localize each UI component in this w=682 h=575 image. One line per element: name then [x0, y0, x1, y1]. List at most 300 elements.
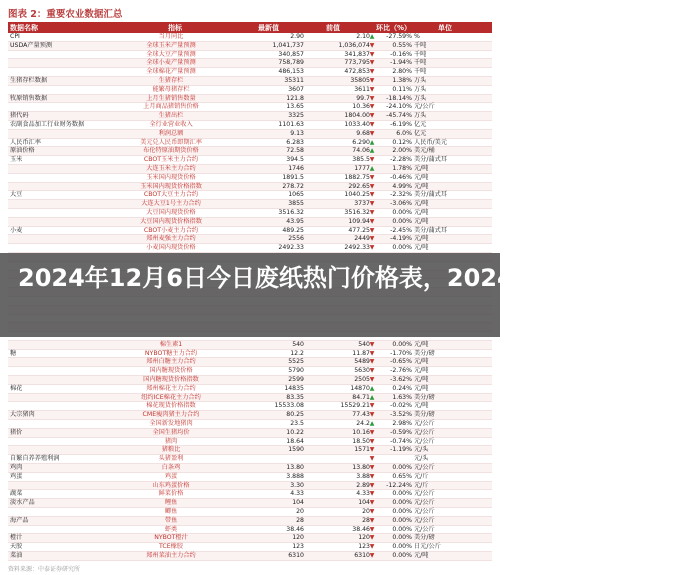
- unit-cell: 元/吨: [414, 402, 429, 410]
- category-cell: 鸡肉: [10, 464, 23, 472]
- latest-value-cell: 1891.5: [282, 173, 304, 181]
- table-row: [8, 209, 492, 218]
- latest-value-cell: 3607: [288, 85, 304, 93]
- latest-value-cell: 15533.08: [274, 402, 304, 410]
- arrow-down-icon: ▼: [369, 411, 375, 419]
- arrow-down-icon: ▼: [369, 244, 375, 252]
- col-change: 环比（%）: [376, 23, 412, 32]
- category-cell: USDA产量预测: [10, 41, 53, 49]
- change-cell: -4.19%: [390, 235, 412, 243]
- table-row: [8, 86, 492, 95]
- unit-cell: 万头: [414, 85, 427, 93]
- indicator-cell: 国内糖现货价格: [149, 367, 193, 375]
- arrow-down-icon: ▼: [369, 235, 375, 243]
- category-cell: 蔬菜: [10, 490, 23, 498]
- table-row: [8, 402, 492, 411]
- indicator-cell: 全球棉花产量预测: [146, 68, 196, 76]
- previous-value-cell: 9.68: [356, 129, 370, 137]
- previous-value-cell: 1,036,074: [338, 41, 370, 49]
- table-row: [8, 543, 492, 552]
- col-indicator: 指标: [168, 23, 182, 32]
- arrow-down-icon: ▼: [369, 402, 375, 410]
- previous-value-cell: 104: [358, 499, 370, 507]
- unit-cell: 元/公斤: [414, 525, 435, 533]
- latest-value-cell: 394.5: [286, 156, 304, 164]
- table-row: [8, 244, 492, 253]
- previous-value-cell: 2.10: [356, 33, 370, 40]
- table-row: [8, 130, 492, 139]
- arrow-down-icon: ▼: [369, 499, 375, 507]
- change-cell: 0.00%: [392, 208, 412, 216]
- table-row: [8, 464, 492, 473]
- previous-value-cell: 120: [358, 534, 370, 542]
- table-row: [8, 112, 492, 121]
- category-cell: 大宗猪肉: [10, 411, 35, 419]
- table-row: [8, 341, 492, 350]
- change-cell: 0.55%: [392, 41, 412, 49]
- change-cell: -3.52%: [390, 411, 412, 419]
- category-cell: 棉花: [10, 384, 23, 392]
- previous-value-cell: 3516.32: [344, 208, 370, 216]
- table-row: [8, 385, 492, 394]
- banner-title: 2024年12月6日今日废纸热门价格表，2024年废纸热门价格: [18, 264, 682, 292]
- latest-value-cell: 104: [292, 499, 304, 507]
- table-row: [8, 121, 492, 130]
- latest-value-cell: 3.30: [290, 481, 304, 489]
- change-cell: 0.00%: [392, 464, 412, 472]
- change-cell: -27.59%: [386, 33, 412, 40]
- arrow-down-icon: ▼: [369, 428, 375, 436]
- previous-value-cell: 341,837: [344, 50, 370, 58]
- table-row: [8, 165, 492, 174]
- table-row: [8, 455, 492, 464]
- indicator-cell: 生猪出栏: [158, 112, 184, 120]
- table-row: [8, 42, 492, 51]
- previous-value-cell: 84.71: [352, 393, 370, 401]
- latest-value-cell: 72.58: [286, 147, 304, 155]
- indicator-cell: 大连玉米主力合约: [146, 164, 196, 172]
- latest-value-cell: 120: [292, 534, 304, 542]
- unit-cell: 元/吨: [414, 173, 429, 181]
- unit-cell: 元/公斤: [414, 103, 435, 111]
- arrow-up-icon: ▲: [369, 393, 375, 401]
- previous-value-cell: 6310: [354, 552, 370, 560]
- page-title: 图表 2：重要农业数据汇总: [8, 9, 123, 20]
- latest-value-cell: 1065: [288, 191, 304, 199]
- unit-cell: 万头: [414, 94, 427, 102]
- category-cell: 玉米: [10, 156, 23, 164]
- change-cell: 0.00%: [392, 543, 412, 551]
- indicator-cell: 大豆国内现货价格: [146, 208, 196, 216]
- category-cell: 自繁自养养殖利润: [10, 455, 60, 463]
- previous-value-cell: 2505: [354, 376, 370, 384]
- latest-value-cell: 278.72: [282, 182, 304, 190]
- previous-value-cell: 3737: [354, 200, 370, 208]
- change-cell: -1.70%: [390, 349, 412, 357]
- change-cell: 0.00%: [392, 508, 412, 516]
- change-cell: -0.02%: [390, 402, 412, 410]
- previous-value-cell: 3.88: [356, 472, 370, 480]
- latest-value-cell: 1,041,737: [272, 41, 304, 49]
- change-cell: 2.98%: [392, 420, 412, 428]
- change-cell: 0.00%: [392, 499, 412, 507]
- arrow-down-icon: ▼: [369, 103, 375, 111]
- latest-value-cell: 38.46: [286, 525, 304, 533]
- change-cell: 0.00%: [392, 217, 412, 225]
- change-cell: -1.94%: [390, 59, 412, 67]
- latest-value-cell: 4.33: [290, 490, 304, 498]
- indicator-cell: 全球玉米产量预测: [146, 41, 196, 49]
- latest-value-cell: 20: [296, 508, 304, 516]
- change-cell: -0.74%: [390, 437, 412, 445]
- previous-value-cell: 14870: [350, 384, 370, 392]
- latest-value-cell: 6310: [288, 552, 304, 560]
- previous-value-cell: 773,795: [344, 59, 370, 67]
- change-cell: -18.14%: [386, 94, 412, 102]
- unit-cell: 元/斤: [414, 472, 429, 480]
- latest-value-cell: 80.25: [286, 411, 304, 419]
- unit-cell: 美元/桶: [414, 147, 435, 155]
- previous-value-cell: 1882.75: [344, 173, 370, 181]
- latest-value-cell: 23.5: [290, 420, 304, 428]
- previous-value-cell: 472,853: [344, 68, 370, 76]
- table-header: [8, 22, 492, 33]
- category-cell: 菜油: [10, 552, 23, 560]
- table-row: [8, 490, 492, 499]
- previous-value-cell: 3611: [354, 85, 370, 93]
- change-cell: -12.24%: [386, 481, 412, 489]
- change-cell: 0.00%: [392, 340, 412, 348]
- unit-cell: 元/吨: [414, 384, 429, 392]
- latest-value-cell: 2.90: [290, 33, 304, 40]
- indicator-cell: 棉生素1: [159, 340, 183, 348]
- latest-value-cell: 13.65: [286, 103, 304, 111]
- previous-value-cell: 477.25: [348, 226, 370, 234]
- arrow-down-icon: ▼: [369, 490, 375, 498]
- latest-value-cell: 14835: [284, 384, 304, 392]
- latest-value-cell: 12.2: [290, 349, 304, 357]
- table-row: [8, 358, 492, 367]
- unit-cell: 元/斤: [414, 481, 429, 489]
- indicator-cell: 棉花现货价格指数: [146, 402, 196, 410]
- change-cell: 6.0%: [396, 129, 412, 137]
- previous-value-cell: 11.87: [352, 349, 370, 357]
- previous-value-cell: 99.7: [356, 94, 370, 102]
- previous-value-cell: 20: [362, 508, 370, 516]
- indicator-cell: 能繁母猪存栏: [152, 85, 190, 93]
- unit-cell: 美分/磅: [414, 393, 435, 401]
- change-cell: -0.16%: [390, 50, 412, 58]
- arrow-down-icon: ▼: [369, 182, 375, 190]
- indicator-cell: 利润总额: [158, 129, 184, 137]
- indicator-cell: 郑州棉花主力合约: [146, 384, 196, 392]
- arrow-down-icon: ▼: [369, 340, 375, 348]
- previous-value-cell: 35805: [350, 76, 370, 84]
- table-row: [8, 517, 492, 526]
- latest-value-cell: 43.95: [286, 217, 304, 225]
- indicator-cell: 上月商品猪销售价格: [143, 103, 199, 111]
- unit-cell: 元/公斤: [414, 490, 435, 498]
- unit-cell: 日元/公斤: [414, 543, 441, 551]
- arrow-down-icon: ▼: [369, 41, 375, 49]
- arrow-down-icon: ▼: [369, 367, 375, 375]
- table-row: [8, 508, 492, 517]
- change-cell: -2.76%: [390, 367, 412, 375]
- arrow-down-icon: ▼: [369, 217, 375, 225]
- indicator-cell: 小麦国内现货价格: [146, 244, 196, 252]
- arrow-down-icon: ▼: [369, 120, 375, 128]
- arrow-down-icon: ▼: [369, 543, 375, 551]
- previous-value-cell: 1033.40: [344, 120, 370, 128]
- change-cell: 0.12%: [392, 138, 412, 146]
- table-row: [8, 367, 492, 376]
- arrow-down-icon: ▼: [369, 376, 375, 384]
- category-cell: 人民币汇率: [10, 138, 41, 146]
- table-row: [8, 227, 492, 236]
- unit-cell: 元/公斤: [414, 437, 435, 445]
- table-row: [8, 174, 492, 183]
- latest-value-cell: 5525: [288, 358, 304, 366]
- table-row: [8, 376, 492, 385]
- latest-value-cell: 28: [296, 516, 304, 524]
- indicator-cell: 山东鸡蛋价格: [152, 481, 190, 489]
- previous-value-cell: 292.65: [348, 182, 370, 190]
- table-row: [8, 429, 492, 438]
- arrow-down-icon: ▼: [369, 76, 375, 84]
- overlay-banner: [0, 253, 682, 337]
- unit-cell: 美分/磅: [414, 349, 435, 357]
- indicator-cell: 鲫鱼: [164, 508, 178, 516]
- unit-cell: %: [414, 33, 420, 40]
- category-cell: 小麦: [10, 226, 23, 234]
- unit-cell: 美分/蒲式耳: [414, 226, 448, 234]
- arrow-up-icon: ▲: [369, 138, 375, 146]
- col-latest: 最新值: [258, 23, 279, 32]
- category-cell: 猪价: [10, 428, 23, 436]
- arrow-down-icon: ▼: [369, 200, 375, 208]
- change-cell: 2.80%: [392, 68, 412, 76]
- previous-value-cell: 74.06: [352, 147, 370, 155]
- change-cell: 0.00%: [392, 490, 412, 498]
- latest-value-cell: 6.283: [286, 138, 304, 146]
- unit-cell: 亿元: [414, 120, 427, 128]
- latest-value-cell: 35311: [284, 76, 304, 84]
- change-cell: 1.38%: [392, 76, 412, 84]
- arrow-up-icon: ▲: [369, 420, 375, 428]
- indicator-cell: 全行业营业收入: [149, 120, 193, 128]
- table-row: [8, 473, 492, 482]
- change-cell: -0.65%: [390, 358, 412, 366]
- indicator-cell: 猪粮比: [161, 446, 181, 454]
- change-cell: -3.62%: [390, 376, 412, 384]
- arrow-down-icon: ▼: [369, 525, 375, 533]
- arrow-down-icon: ▼: [369, 437, 375, 445]
- latest-value-cell: 123: [292, 543, 304, 551]
- arrow-down-icon: ▼: [369, 552, 375, 560]
- category-cell: 猪代码: [10, 112, 29, 120]
- change-cell: 0.00%: [392, 552, 412, 560]
- unit-cell: 万头: [414, 112, 427, 120]
- latest-value-cell: 18.64: [286, 437, 304, 445]
- change-cell: -3.06%: [390, 200, 412, 208]
- table-row: [8, 552, 492, 561]
- latest-value-cell: 2599: [288, 376, 304, 384]
- unit-cell: 千吨: [414, 59, 427, 67]
- latest-value-cell: 2492.33: [278, 244, 304, 252]
- change-cell: -2.32%: [390, 191, 412, 199]
- arrow-down-icon: ▼: [369, 358, 375, 366]
- category-cell: 大豆: [10, 191, 23, 199]
- arrow-down-icon: ▼: [369, 191, 375, 199]
- latest-value-cell: 489.25: [282, 226, 304, 234]
- indicator-cell: 郑州麦强主力合约: [146, 235, 196, 243]
- latest-value-cell: 758,789: [278, 59, 304, 67]
- indicator-cell: 纽约ICE棉花主力合约: [141, 393, 201, 401]
- table-row: [8, 59, 492, 68]
- change-cell: 0.00%: [392, 534, 412, 542]
- unit-cell: 元/吨: [414, 552, 429, 560]
- arrow-down-icon: ▼: [369, 94, 375, 102]
- category-cell: 牧原销售数据: [10, 94, 48, 102]
- indicator-cell: 鸡蛋: [164, 472, 178, 480]
- unit-cell: 元/公斤: [414, 516, 435, 524]
- latest-value-cell: 486,153: [278, 68, 304, 76]
- table-row: [8, 534, 492, 543]
- table-row: [8, 420, 492, 429]
- table-row: [8, 499, 492, 508]
- change-cell: 0.65%: [392, 472, 412, 480]
- category-cell: 糖: [10, 349, 17, 357]
- col-category: 数据名称: [10, 23, 38, 32]
- arrow-up-icon: ▲: [369, 384, 375, 392]
- table-row: [8, 200, 492, 209]
- change-cell: 0.00%: [392, 525, 412, 533]
- indicator-cell: 头猪盈利: [158, 455, 184, 463]
- col-unit: 单位: [438, 23, 452, 32]
- unit-cell: 元/吨: [414, 217, 429, 225]
- table-row: [8, 411, 492, 420]
- latest-value-cell: 540: [292, 340, 304, 348]
- indicator-cell: 玉米国内现货价格: [146, 173, 196, 181]
- previous-value-cell: 5489: [354, 358, 370, 366]
- unit-cell: 元/吨: [414, 358, 429, 366]
- arrow-down-icon: ▼: [369, 349, 375, 357]
- previous-value-cell: 28: [362, 516, 370, 524]
- change-cell: 0.11%: [392, 85, 412, 93]
- unit-cell: 元/吨: [414, 244, 429, 252]
- indicator-cell: 美元兑人民币即期汇率: [140, 138, 202, 146]
- arrow-up-icon: ▲: [369, 164, 375, 172]
- unit-cell: 元/吨: [414, 182, 429, 190]
- unit-cell: 元/公斤: [414, 499, 435, 507]
- indicator-cell: 全国新发地猪肉: [149, 420, 193, 428]
- previous-value-cell: 4.33: [356, 490, 370, 498]
- unit-cell: 元/吨: [414, 164, 429, 172]
- unit-cell: 元/吨: [414, 340, 429, 348]
- category-cell: 淡水产品: [10, 499, 35, 507]
- table-row: [8, 446, 492, 455]
- indicator-cell: 国内糖现货价格指数: [143, 376, 199, 384]
- change-cell: 1.63%: [392, 393, 412, 401]
- indicator-cell: 大豆国内现货价格指数: [140, 217, 202, 225]
- previous-value-cell: 2449: [354, 235, 370, 243]
- arrow-down-icon: ▼: [369, 464, 375, 472]
- latest-value-cell: 83.35: [286, 393, 304, 401]
- latest-value-cell: 340,857: [278, 50, 304, 58]
- arrow-down-icon: ▼: [369, 59, 375, 67]
- latest-value-cell: 121.8: [286, 94, 304, 102]
- indicator-cell: 全国生猪均价: [152, 428, 190, 436]
- latest-value-cell: 5790: [288, 367, 304, 375]
- previous-value-cell: 2.89: [356, 481, 370, 489]
- unit-cell: 千吨: [414, 68, 427, 76]
- table-row: [8, 156, 492, 165]
- unit-cell: 元/吨: [414, 376, 429, 384]
- arrow-down-icon: ▼: [369, 129, 375, 137]
- table-row: [8, 33, 492, 42]
- arrow-down-icon: ▼: [369, 112, 375, 120]
- indicator-cell: TCE橡胶: [158, 543, 184, 551]
- previous-value-cell: 123: [358, 543, 370, 551]
- indicator-cell: 鲤鱼: [164, 499, 178, 507]
- category-cell: 农副食品加工行业财务数据: [10, 120, 85, 128]
- indicator-cell: 鲜菜价格: [158, 490, 184, 498]
- unit-cell: 美分/磅: [414, 411, 435, 419]
- unit-cell: 美分/磅: [414, 534, 435, 542]
- arrow-down-icon: ▼: [369, 472, 375, 480]
- previous-value-cell: 77.43: [352, 411, 370, 419]
- category-cell: 海产品: [10, 516, 29, 524]
- previous-value-cell: 38.46: [352, 525, 370, 533]
- previous-value-cell: 24.2: [356, 420, 370, 428]
- arrow-down-icon: ▼: [369, 226, 375, 234]
- change-cell: -2.28%: [390, 156, 412, 164]
- table-row: [8, 218, 492, 227]
- source-note: 资料来源：中泰证券研究所: [8, 566, 81, 573]
- arrow-up-icon: ▲: [369, 33, 375, 40]
- unit-cell: 元/公斤: [414, 508, 435, 516]
- arrow-down-icon: ▼: [369, 508, 375, 516]
- indicator-cell: 白条鸡: [161, 464, 181, 472]
- category-cell: 鸡蛋: [10, 472, 23, 480]
- latest-value-cell: 3.888: [286, 472, 304, 480]
- unit-cell: 千吨: [414, 50, 427, 58]
- unit-cell: 亿元: [414, 129, 427, 137]
- indicator-cell: 当月同比: [158, 33, 184, 40]
- previous-value-cell: 18.50: [352, 437, 370, 445]
- previous-value-cell: 10.16: [352, 428, 370, 436]
- latest-value-cell: 13.80: [286, 464, 304, 472]
- previous-value-cell: 2492.33: [344, 244, 370, 252]
- latest-value-cell: 3855: [288, 200, 304, 208]
- change-cell: 0.00%: [392, 244, 412, 252]
- latest-value-cell: 3325: [288, 112, 304, 120]
- indicator-cell: 全球大豆产量预测: [146, 50, 196, 58]
- arrow-down-icon: ▼: [369, 516, 375, 524]
- unit-cell: 元/公斤: [414, 420, 435, 428]
- unit-cell: 元/吨: [414, 208, 429, 216]
- previous-value-cell: 1571: [354, 446, 370, 454]
- indicator-cell: 虾类: [164, 525, 178, 533]
- latest-value-cell: 1590: [288, 446, 304, 454]
- unit-cell: 千吨: [414, 41, 427, 49]
- category-cell: 生猪存栏数据: [10, 76, 48, 84]
- change-cell: 1.78%: [392, 164, 412, 172]
- indicator-cell: NYBOT橙汁: [154, 534, 188, 542]
- indicator-cell: 带鱼: [164, 516, 178, 524]
- change-cell: -24.10%: [386, 103, 412, 111]
- arrow-down-icon: ▼: [369, 50, 375, 58]
